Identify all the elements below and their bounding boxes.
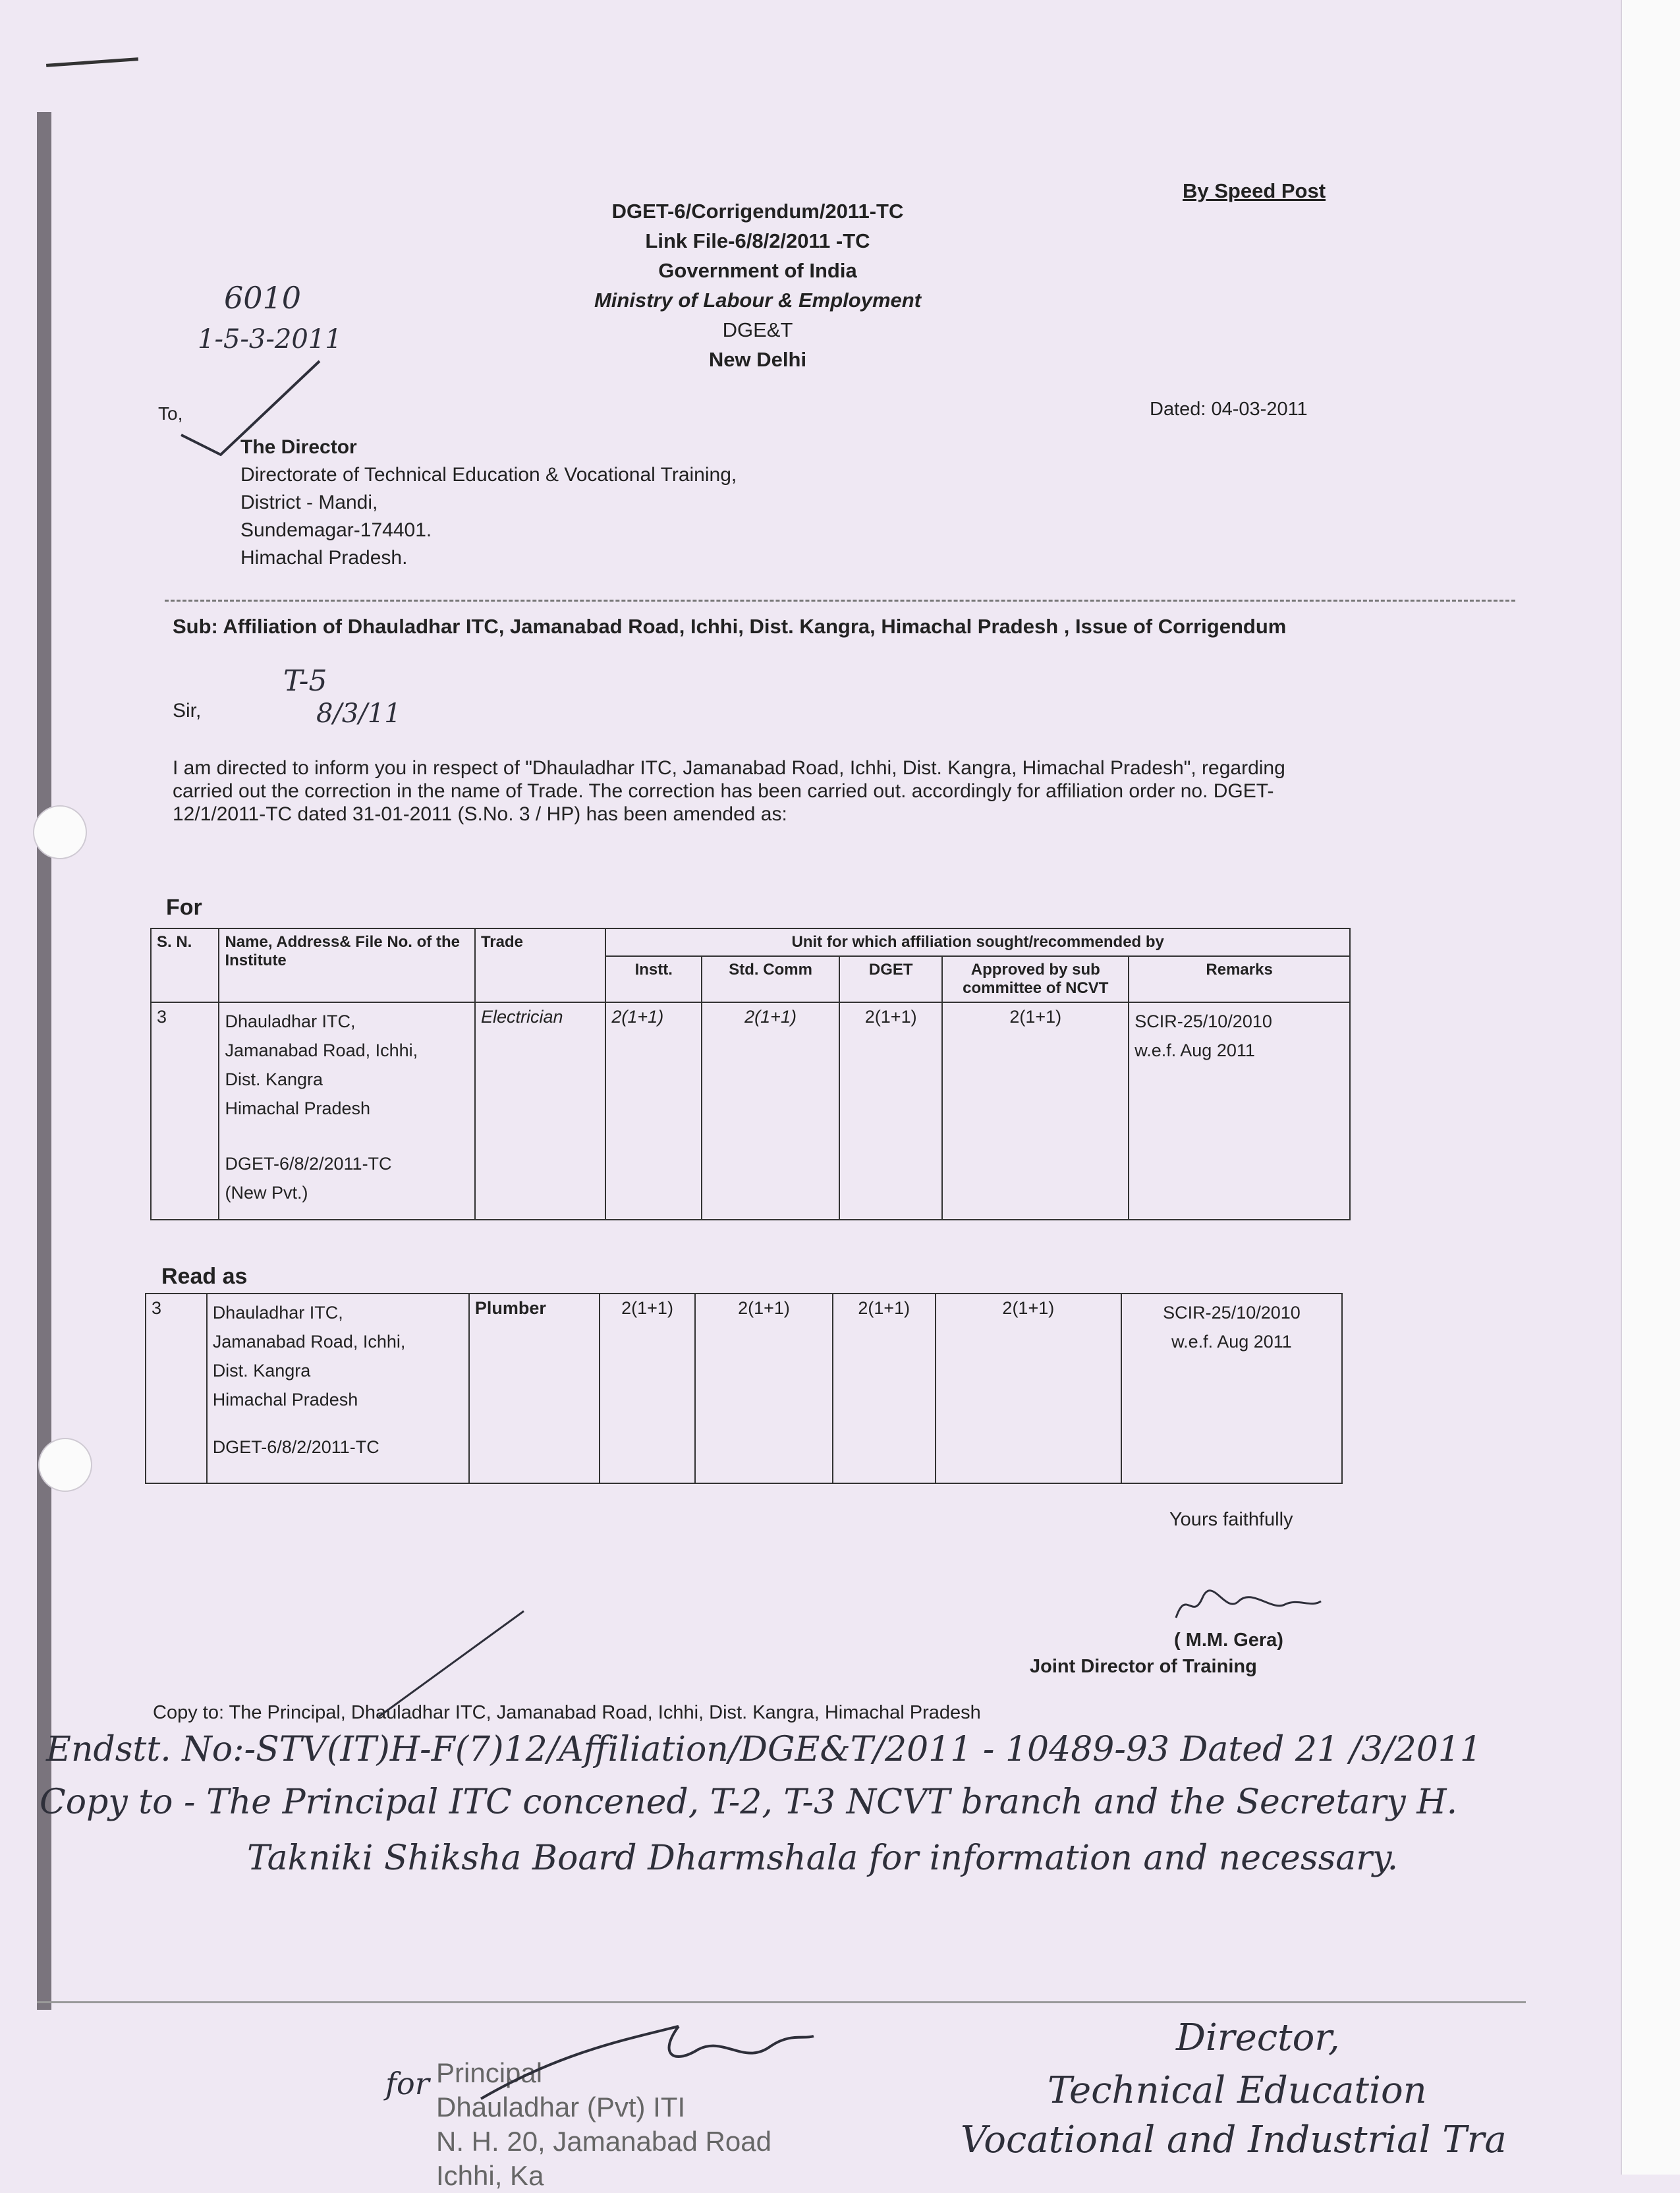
for-label: For [166,895,202,920]
speed-post-label: By Speed Post [1183,179,1326,202]
addressee-line: Himachal Pradesh. [240,547,408,569]
cell-approved: 2(1+1) [936,1294,1121,1483]
file-number: DGET-6/8/2/2011-TC [225,1154,392,1174]
col-trade: Trade [475,928,605,1002]
hw-director-line: Vocational and Industrial Tra [961,2119,1507,2161]
remarks-line: SCIR-25/10/2010 [1163,1303,1301,1323]
salutation: Sir, [173,700,202,722]
principal-signature [461,2013,817,2105]
to-label: To, [158,403,183,424]
remarks-line: SCIR-25/10/2010 [1134,1011,1272,1031]
cell-trade: Plumber [469,1294,600,1483]
copy-to-line: Copy to: The Principal, Dhauladhar ITC, Jamanabad Road, Ichhi, Dist. Kangra, Himachal Pradesh [153,1702,981,1723]
closing-yours: Yours faithfully [1169,1509,1293,1530]
cell-std-comm: 2(1+1) [695,1294,833,1483]
hw-director-title: Director, [1176,2016,1340,2059]
address-line: Dhauladhar ITC, [212,1303,343,1323]
ref-number: DGET-6/Corrigendum/2011-TC [611,200,904,223]
col-dget: DGET [839,956,942,1002]
col-unit-group: Unit for which affiliation sought/recommended by [605,928,1350,956]
hw-tc-note: T-5 [283,664,327,698]
col-std-comm: Std. Comm [702,956,839,1002]
stamp-line: Dhauladhar (Pvt) ITI [436,2092,686,2122]
cell-approved: 2(1+1) [942,1002,1129,1220]
cell-instt: 2(1+1) [605,1002,702,1220]
hw-copy-line2: Takniki Shiksha Board Dharmshala for information and necessary. [247,1838,1399,1878]
remarks-line: w.e.f. Aug 2011 [1171,1332,1292,1352]
cell-std-comm: 2(1+1) [702,1002,839,1220]
cell-remarks [1129,1002,1350,1220]
punch-hole-top [33,805,87,859]
addressee-title: The Director [240,436,357,458]
signatory-name: ( M.M. Gera) [1174,1630,1283,1651]
cell-trade: Electrician [475,1002,605,1220]
read-as-label: Read as [161,1264,248,1289]
address-line: Dhauladhar ITC, [225,1011,356,1031]
stamp-line: Principal [436,2057,543,2088]
cell-instt: 2(1+1) [600,1294,695,1483]
address-line: Jamanabad Road, Ichhi, [225,1040,418,1060]
cell-remarks [1121,1294,1342,1483]
link-file: Link File-6/8/2/2011 -TC [645,229,870,252]
punch-hole-bottom [38,1438,92,1492]
hw-tc-date: 8/3/11 [316,698,401,729]
address-line: Dist. Kangra [212,1361,311,1381]
hw-margin-ref: 6010 [224,280,302,316]
hw-director-line: Technical Education [1048,2069,1427,2112]
file-type: (New Pvt.) [225,1183,308,1203]
address-line: Jamanabad Road, Ichhi, [212,1332,406,1352]
hw-margin-date: 1-5-3-2011 [198,324,342,355]
cell-sn: 3 [151,1002,219,1220]
letter-date: Dated: 04-03-2011 [1150,399,1308,420]
table-row [151,1002,1350,1220]
bottom-rule [37,2001,1526,2003]
signatory-designation: Joint Director of Training [1030,1656,1257,1677]
cell-dget: 2(1+1) [839,1002,942,1220]
col-sn: S. N. [151,928,219,1002]
affiliation-table-for [150,928,1351,1220]
hw-copy-line1: Copy to - The Principal ITC concened, T-2, T-3 NCVT branch and the Secretary H. [40,1782,1458,1822]
addressee-line: Directorate of Technical Education & Vocational Training, [240,464,737,486]
scan-shadow-bar [37,112,51,2010]
col-instt: Instt. [605,956,702,1002]
diagonal-stroke [376,1608,527,1720]
col-name: Name, Address& File No. of the Institute [219,928,474,1002]
addressee-block [240,434,737,572]
cell-sn: 3 [146,1294,207,1483]
cell-address [219,1002,474,1220]
col-approved: Approved by sub committee of NCVT [942,956,1129,1002]
address-line: Dist. Kangra [225,1069,323,1089]
address-line: Himachal Pradesh [212,1390,358,1410]
scan-mark [46,57,138,67]
address-line: Himachal Pradesh [225,1098,371,1118]
stamp-line: N. H. 20, Jamanabad Road [436,2126,771,2157]
divider [165,600,1515,602]
cell-address [207,1294,469,1483]
addressee-line: District - Mandi, [240,492,378,513]
affiliation-table-read-as [145,1293,1343,1484]
stamp-line: Ichhi, Ka [436,2160,544,2191]
subject-line: Sub: Affiliation of Dhauladhar ITC, Jamanabad Road, Ichhi, Dist. Kangra, Himachal Pradesh , Issue of Corrigendum [173,615,1287,638]
page-edge [1621,0,1680,2175]
ministry-line: Ministry of Labour & Employment [594,289,922,312]
table-row [146,1294,1342,1483]
signature [1173,1581,1324,1628]
govt-line: Government of India [658,259,857,282]
file-number: DGET-6/8/2/2011-TC [212,1437,379,1457]
col-remarks: Remarks [1129,956,1350,1002]
hw-endorsement: Endstt. No:-STV(IT)H-F(7)12/Affiliation/DGE&T/2011 - 10489-93 Dated 21 /3/2011 [46,1730,1482,1769]
cell-dget: 2(1+1) [833,1294,936,1483]
hw-for-word: for [385,2066,430,2101]
addressee-line: Sundemagar-174401. [240,519,432,541]
remarks-line: w.e.f. Aug 2011 [1134,1040,1255,1060]
dget-line: DGE&T [722,318,793,341]
city-line: New Delhi [708,348,807,371]
body-paragraph: I am directed to inform you in respect of "Dhauladhar ITC, Jamanabad Road, Ichhi, Dist. Kangra, Himachal Pradesh", regarding carried out the correction in the name of Trade. The correction has been carried out. accordingly for affiliation order no. DGET-12/1/2011-TC dated 31-01-2011 (S.No. 3 / HP) has been amended as: [173,757,1285,825]
